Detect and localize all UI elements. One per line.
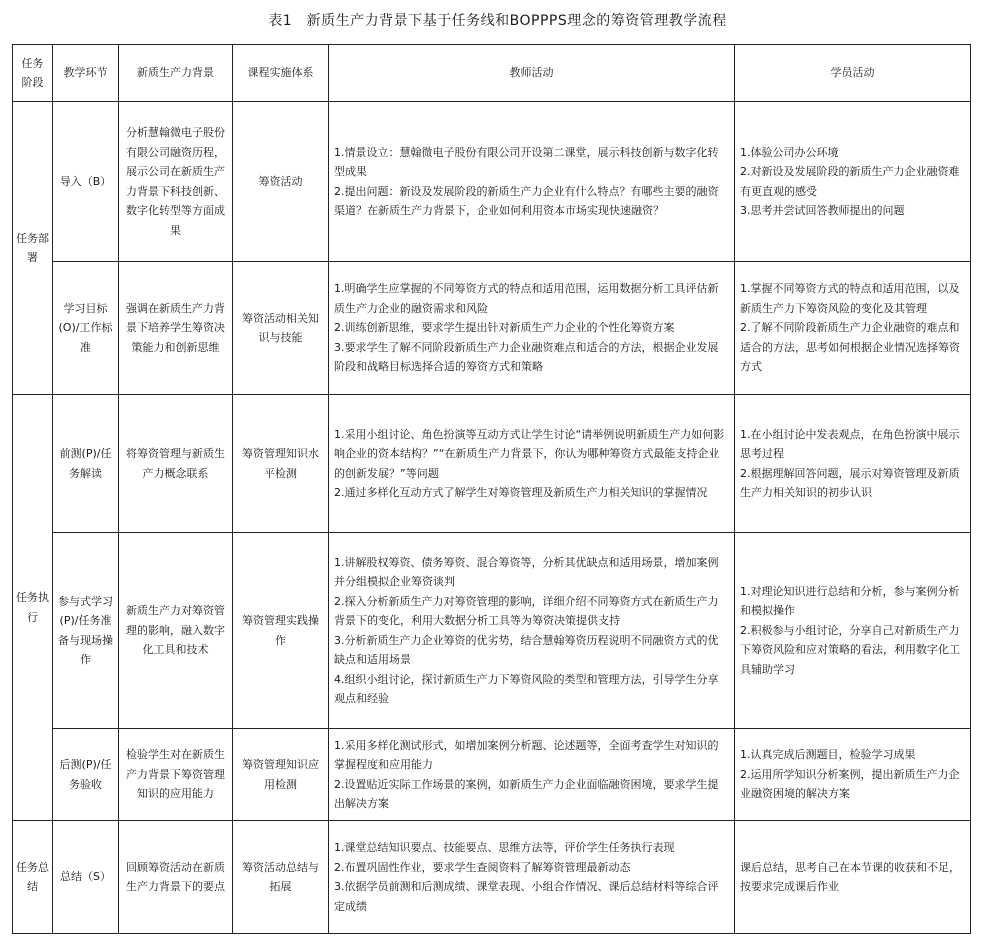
student-item: 1.掌握不同筹资方式的特点和适用范围，以及新质生产力下筹资风险的变化及其管理 [740,282,960,315]
student-item: 2.运用所学知识分析案例，提出新质生产力企业融资困境的解决方案 [740,767,960,801]
step-cell: 总结（S） [53,821,119,934]
teacher-cell [329,729,735,821]
step-cell: 参与式学习(P)/任务准备与现场操作 [53,533,119,729]
student-item: 1.对理论知识进行总结和分析，参与案例分析和模拟操作 [740,584,960,618]
system-cell: 筹资管理知识应用检测 [233,729,329,821]
student-cell [735,262,971,395]
table-row [13,821,971,934]
header-student: 学员活动 [735,45,971,102]
student-item: 2.根据理解回答问题，展示对筹资管理及新质生产力相关知识的初步认识 [740,466,960,499]
teacher-item: 2.探入分析新质生产力对筹资管理的影响，详细介绍不同筹资方式在新质生产力背景下的变化，利用大数据分析工具等为筹资决策提供支持 [334,594,719,627]
teacher-item: 3.分析新质生产力企业筹资的优劣势，结合慧翰筹资历程说明不同融资方式的优缺点和适用场景 [334,633,719,666]
step-cell: 学习目标(O)/工作标准 [53,262,119,395]
teacher-item: 2.提出问题：新设及发展阶段的新质生产力企业有什么特点？有哪些主要的融资渠道？在新质生产力背景下，企业如何利用资本市场实现快速融资？ [334,184,719,217]
student-item: 1.认真完成后测题目，检验学习成果 [740,748,916,762]
student-cell [735,729,971,821]
student-cell [735,395,971,533]
step-cell: 导入（B） [53,102,119,262]
system-cell: 筹资活动相关知识与技能 [233,262,329,395]
step-cell: 后测(P)/任务验收 [53,729,119,821]
student-item: 1.体验公司办公环境 [740,145,839,159]
system-cell: 筹资活动 [233,102,329,262]
teacher-item: 4.组织小组讨论，探讨新质生产力下筹资风险的类型和管理方法，引导学生分享观点和经验 [334,672,719,705]
header-row [13,45,971,102]
header-step: 教学环节 [53,45,119,102]
table-row [13,102,971,262]
teacher-item: 2.通过多样化互动方式了解学生对筹资管理及新质生产力相关知识的掌握情况 [334,486,708,499]
teacher-item: 2.训练创新思维，要求学生提出针对新质生产力企业的个性化筹资方案 [334,321,675,335]
teacher-item: 3.要求学生了解不同阶段新质生产力企业融资难点和适合的方法，根据企业发展阶段和战略目标选择合适的筹资方式和策略 [334,340,719,374]
teacher-item: 1.采用小组讨论、角色扮演等互动方式让学生讨论“请举例说明新质生产力如何影响企业的资本结构？”“在新质生产力背景下，你认为哪种筹资方式最能支持企业的创新发展？”等问题 [334,427,725,480]
background-cell: 新质生产力对筹资管理的影响，融入数字化工具和技术 [119,533,233,729]
table-row [13,395,971,533]
header-stage: 任务阶段 [13,45,53,102]
step-cell: 前测(P)/任务解读 [53,395,119,533]
teaching-process-table [12,44,971,934]
table-row [13,262,971,395]
system-cell: 筹资活动总结与拓展 [233,821,329,934]
teacher-cell [329,821,735,934]
table-row [13,533,971,729]
system-cell: 筹资管理实践操作 [233,533,329,729]
teacher-cell [329,533,735,729]
background-cell: 回顾筹资活动在新质生产力背景下的要点 [119,821,233,934]
teacher-item: 2.设置贴近实际工作场景的案例，如新质生产力企业面临融资困境，要求学生提出解决方案 [334,777,719,810]
student-cell [735,102,971,262]
table-caption: 表1 新质生产力背景下基于任务线和BOPPPS理念的筹资管理教学流程 [268,13,727,29]
table-row [13,729,971,821]
background-cell: 分析慧翰微电子股份有限公司融资历程，展示公司在新质生产力背景下科技创新、数字化转型等方面成果 [119,102,233,262]
teacher-item: 1.采用多样化测试形式，如增加案例分析题、论述题等，全面考查学生对知识的掌握程度和应用能力 [334,738,719,771]
student-item: 2.积极参与小组讨论，分享自己对新质生产力下筹资风险和应对策略的看法，利用数字化工具辅助学习 [740,623,960,676]
teacher-item: 1.情景设立：慧翰微电子股份有限公司开设第二课堂，展示科技创新与数字化转型成果 [334,145,719,178]
stage-cell: 任务部署 [13,102,53,395]
stage-cell: 任务执行 [13,395,53,821]
teacher-item: 2.布置巩固性作业，要求学生查阅资料了解筹资管理最新动态 [334,860,631,874]
student-item: 课后总结，思考自己在本节课的收获和不足，按要求完成课后作业 [740,860,960,893]
header-background: 新质生产力背景 [119,45,233,102]
header-system: 课程实施体系 [233,45,329,102]
teacher-item: 1.讲解股权筹资、债务筹资、混合筹资等，分析其优缺点和适用场景，增加案例并分组模拟企业筹资谈判 [334,555,719,588]
student-item: 3.思考并尝试回答教师提出的问题 [740,204,905,217]
background-cell: 强调在新质生产力背景下培养学生筹资决策能力和创新思维 [119,262,233,395]
student-cell [735,533,971,729]
student-item: 1.在小组讨论中发表观点，在角色扮演中展示思考过程 [740,427,960,460]
teacher-cell [329,102,735,262]
teacher-item: 1.课堂总结知识要点、技能要点、思维方法等，评价学生任务执行表现 [334,841,675,854]
background-cell: 将筹资管理与新质生产力概念联系 [119,395,233,533]
system-cell: 筹资管理知识水平检测 [233,395,329,533]
teacher-cell [329,262,735,395]
teacher-item: 3.依据学员前测和后测成绩、课堂表现、小组合作情况、课后总结材料等综合评定成绩 [334,880,719,913]
student-item: 2.对新设及发展阶段的新质生产力企业融资难有更直观的感受 [740,165,960,198]
header-teacher: 教师活动 [329,45,735,102]
teacher-cell [329,395,735,533]
teacher-item: 1.明确学生应掌握的不同筹资方式的特点和适用范围，运用数据分析工具评估新质生产力企业的融资需求和风险 [334,282,719,315]
background-cell: 检验学生对在新质生产力背景下筹资管理知识的应用能力 [119,729,233,821]
student-item: 2.了解不同阶段新质生产力企业融资的难点和适合的方法，思考如何根据企业情况选择筹资方式 [740,321,960,374]
student-cell [735,821,971,934]
stage-cell: 任务总结 [13,821,53,934]
